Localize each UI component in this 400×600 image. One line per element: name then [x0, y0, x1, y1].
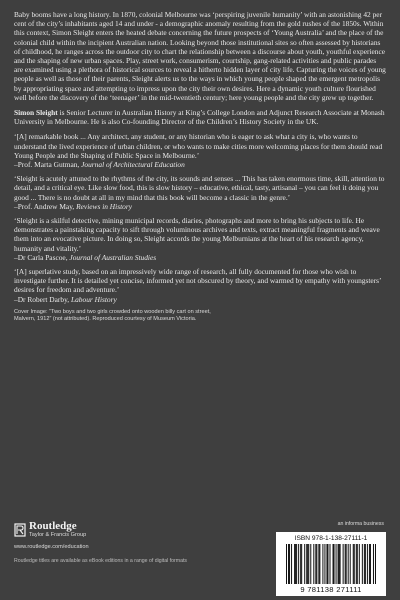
barcode-bar: [356, 544, 357, 584]
review-attribution: [14, 253, 386, 262]
routledge-logo-icon: [14, 523, 26, 537]
barcode-bar: [313, 544, 314, 584]
publisher-name: Routledge: [29, 520, 77, 532]
review-person: –Dr Robert Darby,: [14, 294, 71, 304]
review-person: –Prof. Marta Gutman,: [14, 160, 82, 170]
review-item: [14, 132, 386, 169]
barcode-bar: [357, 544, 358, 584]
barcode-bar: [315, 544, 316, 584]
review-attribution: [14, 160, 386, 169]
barcode-bar: [327, 544, 328, 584]
barcode-number: 9 781138 271111: [300, 585, 362, 594]
barcode-bar: [294, 544, 295, 584]
review-list: [14, 132, 386, 303]
publisher-footer: [14, 520, 386, 600]
barcode-bar: [369, 544, 370, 584]
barcode-bar: [295, 544, 296, 584]
barcode-bar: [329, 544, 330, 584]
barcode-bar: [338, 544, 339, 584]
review-person: –Prof. Andrew May,: [14, 201, 77, 211]
barcode-bar: [308, 544, 309, 584]
barcode-bar: [304, 544, 305, 584]
publisher-subtitle: Taylor & Francis Group: [29, 532, 87, 538]
publisher-url[interactable]: www.routledge.com/education: [14, 544, 89, 550]
isbn-barcode: [276, 532, 386, 596]
barcode-bar: [353, 544, 354, 584]
barcode-bar: [288, 544, 289, 584]
barcode-bar: [291, 544, 292, 584]
barcode-bar: [336, 544, 337, 584]
author-bio: [14, 108, 386, 126]
barcode-bar: [326, 544, 327, 584]
barcode-icon: [286, 544, 376, 584]
barcode-bar: [345, 544, 346, 584]
isbn-label: ISBN 978-1-138-27111-1: [294, 535, 368, 542]
barcode-bar: [364, 544, 365, 584]
barcode-bar: [362, 544, 363, 584]
barcode-bar: [367, 544, 368, 584]
barcode-bar: [340, 544, 341, 584]
barcode-bar: [370, 544, 371, 584]
barcode-bar: [375, 544, 376, 584]
author-name: Simon Sleight: [14, 108, 58, 118]
barcode-bar: [298, 544, 299, 584]
review-source: Labour History: [71, 294, 117, 304]
review-attribution: [14, 202, 386, 211]
barcode-bar: [301, 544, 302, 584]
cover-image-credit: Cover Image: “Two boys and two girls crowded onto wooden billy cart on street, Malvern, 1912” (not attributed). Reproduced courtesy of Museum Victoria.: [14, 308, 211, 322]
review-quote: ‘Sleight is acutely attuned to the rhythms of the city, its sounds and senses ... This has taken enormous time, skill, attention to detail, and a critical eye. Like slow food, this is slow history – educative, ethical, tasty, artisanal – you can feel it doing you good ... There is no doubt at all in my mind that this book will become a classic in the genre.’: [14, 174, 385, 202]
barcode-bar: [350, 544, 351, 584]
barcode-bar: [346, 544, 347, 584]
barcode-bar: [334, 544, 335, 584]
review-person: –Dr Carla Pascoe,: [14, 252, 70, 262]
review-source: Journal of Architectural Education: [81, 160, 185, 170]
barcode-bar: [306, 544, 307, 584]
barcode-bar: [300, 544, 301, 584]
barcode-bar: [373, 544, 374, 584]
review-quote: ‘[A] remarkable book ... Any architect, any student, or any historian who is eager to ask what a city is, who wants to understand the lived experience of urban children, or who wants to make cities more welcoming places for them should read Young People and the Shaping of Public Space in Melbourne.’: [14, 132, 383, 160]
barcode-bar: [319, 544, 320, 584]
review-item: [14, 174, 386, 211]
barcode-bar: [365, 544, 366, 584]
book-blurb: Baby booms have a long history. In 1870, colonial Melbourne was ‘perspiring juvenile humanity’ with an astonishing 42 per cent of the city’s inhabitants aged 14 and under - a demographic anomaly resulting from the gold rushes of the 1850s. Within this context, Simon Sleight enters the heated debate concerning the future prospects of ‘Young Australia’ and the place of the colonial child within the incipient Australian nation. Looking beyond those institutional sites so often assessed by historians of childhood, he ranges across the outdoor city to chart the relationship between a discourse about youth, youthful experience and the shaping of new urban spaces. Play, street work, consumerism, courtship, gang-related activities and public parades are examined using a plethora of historical sources to reveal a hitherto hidden layer of city life. Capturing the voices of young people as well as those of their parents, Sleight alerts us to the ways in which young people shaped the emergent metropolis by appropriating space and attempting to impress upon the city their own desires. Here a dynamic youth culture flourished well before the discovery of the ‘teenager’ in the mid-twentieth century; here young people and the city grew up together.: [14, 10, 386, 102]
ebook-note: Routledge titles are available as eBook editions in a range of digital formats: [14, 558, 188, 564]
barcode-bar: [359, 544, 360, 584]
review-item: [14, 267, 386, 304]
barcode-bar: [316, 544, 317, 584]
barcode-bar: [310, 544, 311, 584]
barcode-bar: [322, 544, 323, 584]
review-source: Journal of Australian Studies: [69, 252, 157, 262]
barcode-bar: [286, 544, 287, 584]
barcode-bar: [318, 544, 319, 584]
barcode-bar: [296, 544, 297, 584]
author-bio-text: is Senior Lecturer in Australian History at King’s College London and Adjunct Research Associate at Monash University in Melbourne. He is also Co-founding Director of the Children’s History Society in the UK.: [14, 108, 385, 127]
review-attribution: [14, 295, 386, 304]
barcode-bar: [333, 544, 334, 584]
barcode-bar: [324, 544, 325, 584]
barcode-bar: [289, 544, 290, 584]
barcode-bar: [343, 544, 344, 584]
review-source: Reviews in History: [76, 201, 132, 211]
barcode-bar: [348, 544, 349, 584]
informa-business-mark: an informa business: [337, 521, 384, 527]
barcode-bar: [307, 544, 308, 584]
review-item: [14, 216, 386, 262]
barcode-bar: [339, 544, 340, 584]
barcode-bar: [354, 544, 355, 584]
review-quote: ‘Sleight is a skilful detective, mining municipal records, diaries, photographs and more to bring his subjects to life. He demonstrates a painstaking capacity to sift through voluminous archives and texts, extract meaningful fragments and weave them into an evocative picture. In doing so, Sleight accords the young Melburnians at the heart of his research agency, humanity and vitality.’: [14, 216, 380, 253]
review-quote: ‘[A] superlative study, based on an impressively wide range of research, all fully documented for those who wish to investigate further. It is detailed yet concise, informed yet not obscured by theory, and warmed by empathy with youngsters’ desires for freedom and adventure.’: [14, 267, 381, 295]
